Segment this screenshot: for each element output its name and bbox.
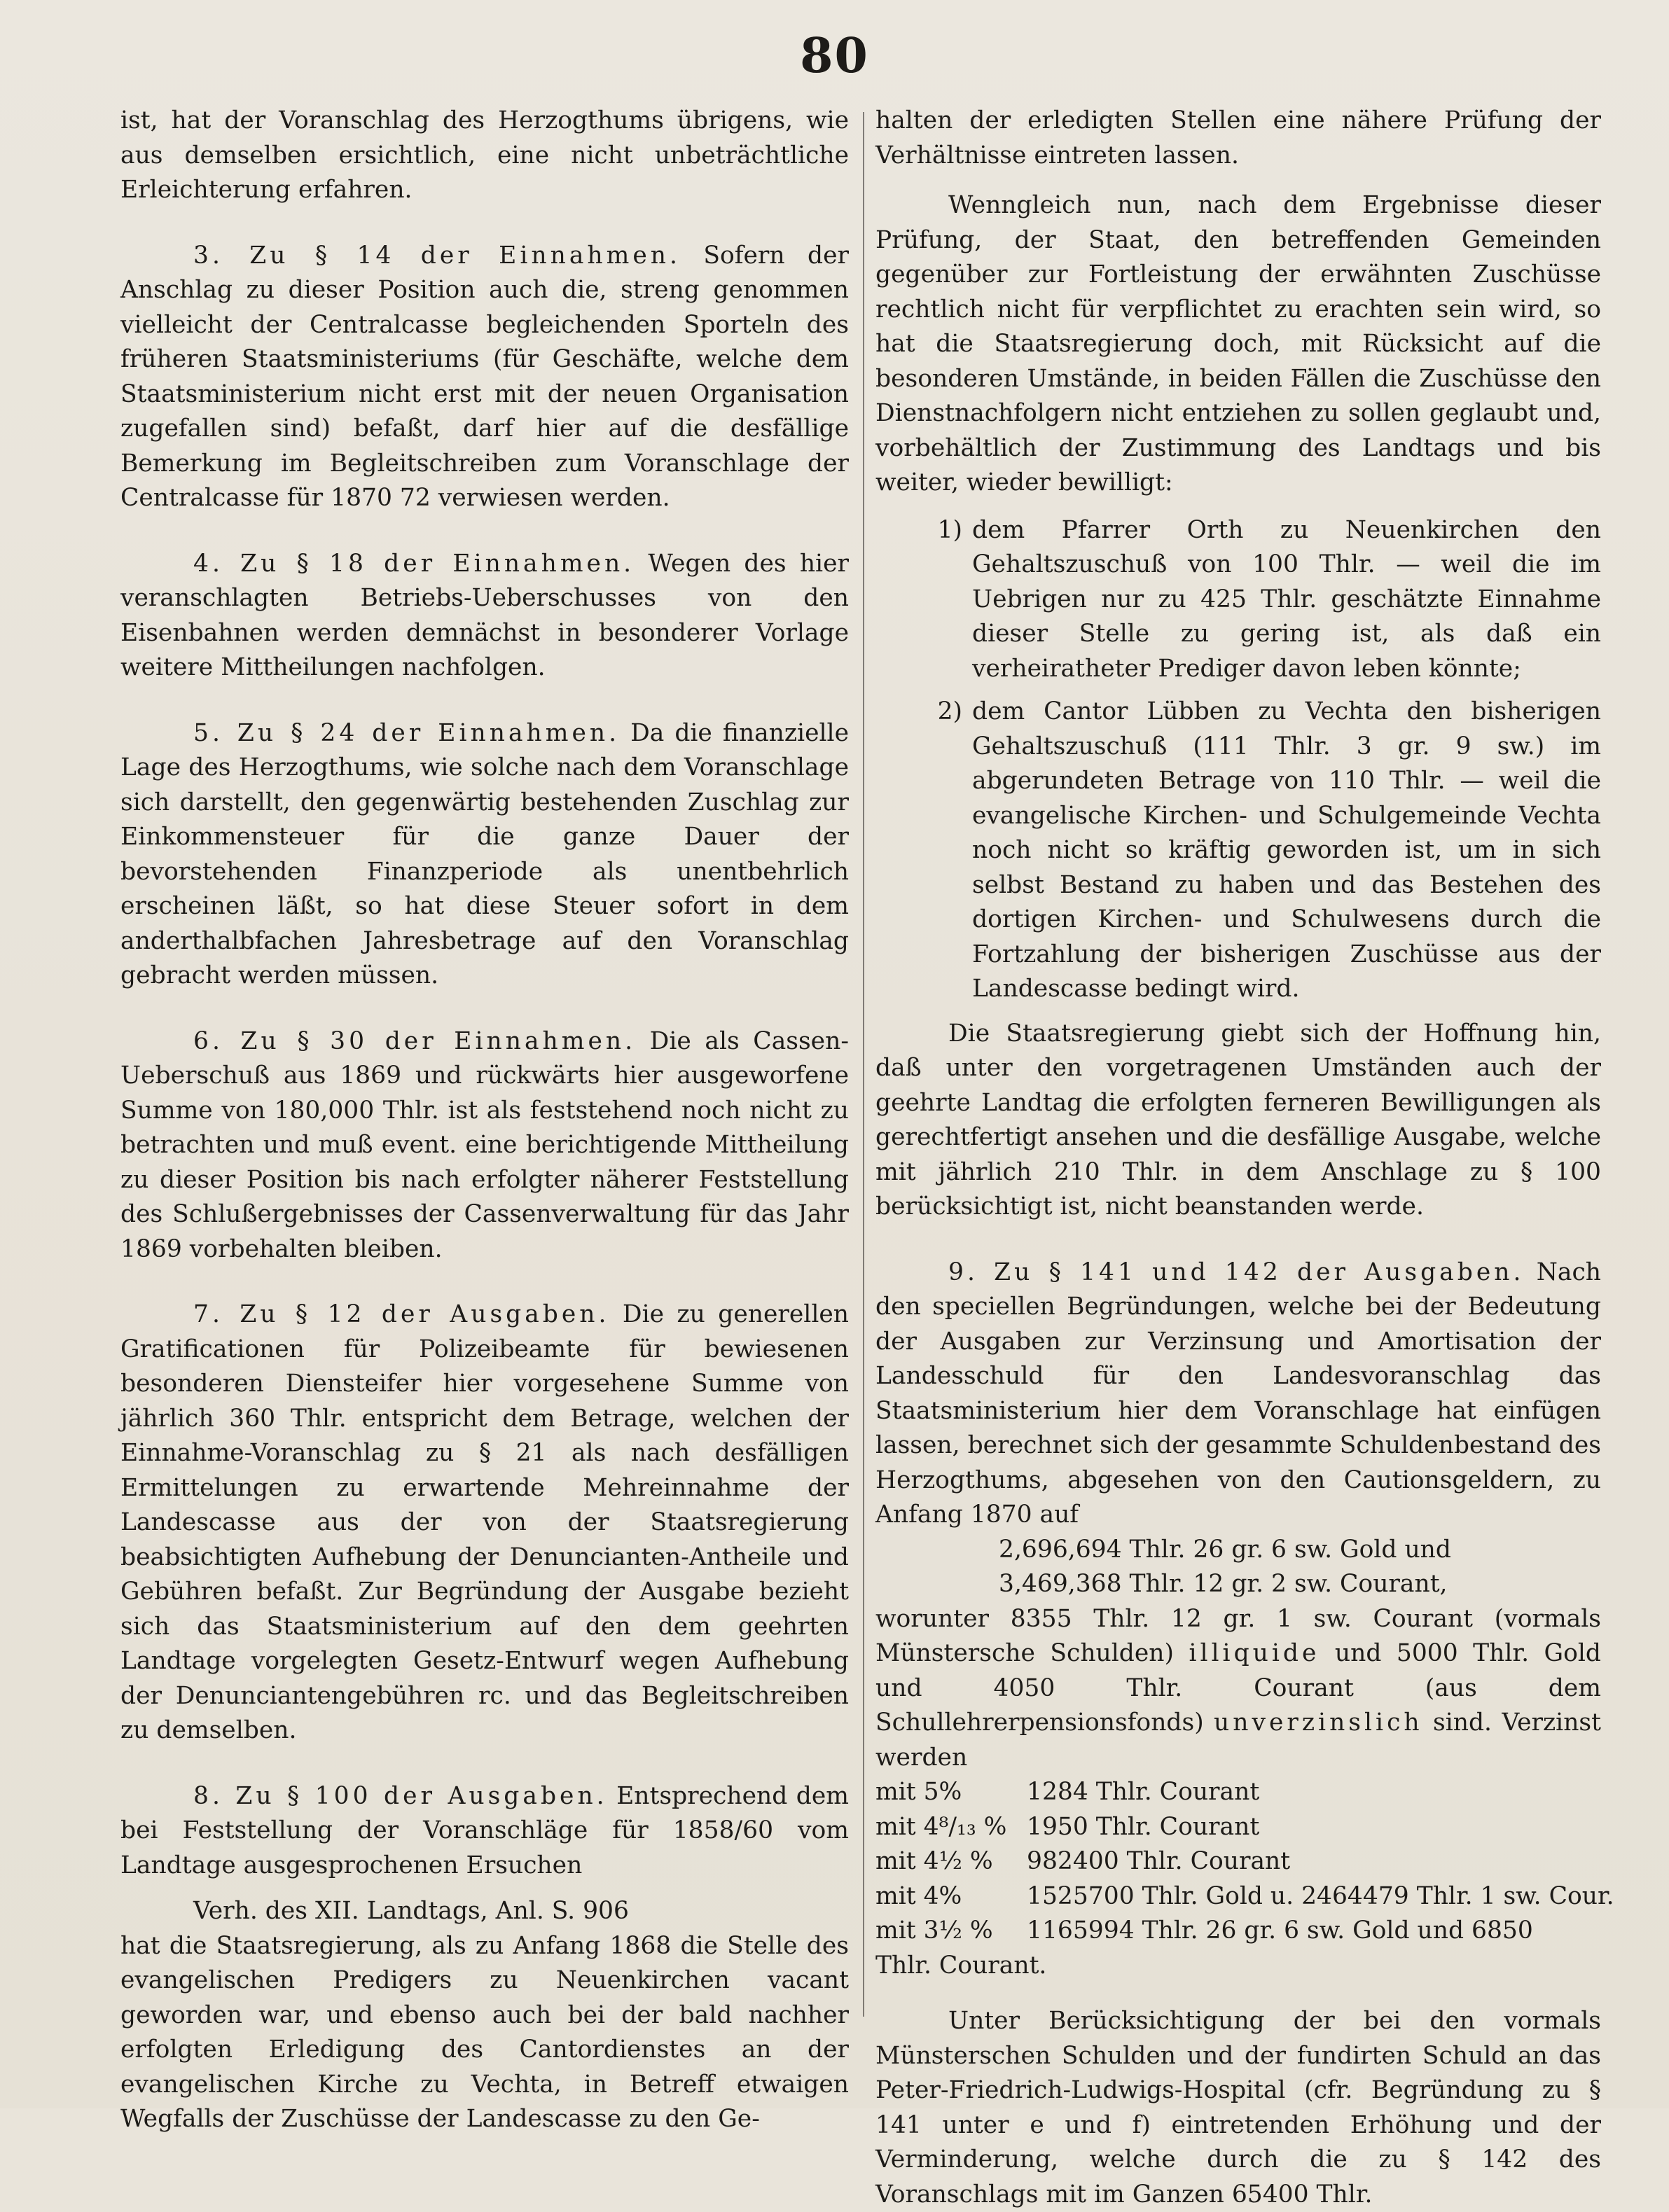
section-9-text: Nach den speciellen Begründungen, welche bei der Bedeutung der Ausgaben zur Verzinsung und Amortisation der Landesschuld für den Landesvoranschlag das Staatsministerium hier dem Voranschlage hat einfügen lassen, berechnet sich der gesammte Schuldenbestand des Herzogthums, abgesehen von den Cautionsgeldern, zu Anfang 1870 auf (875, 1258, 1601, 1529)
interest-table (875, 1775, 1614, 1983)
section-3 (120, 239, 849, 516)
section-8 (120, 1779, 849, 1884)
section-3-heading: 3. Zu § 14 der Einnahmen. (193, 241, 681, 270)
section-6 (120, 1024, 849, 1267)
list-item-2-number: 2) (937, 697, 962, 725)
section-7 (120, 1298, 849, 1748)
section-5-text: Da die finanzielle Lage des Herzogthums, wie solche nach dem Voranschlage sich darstellt, den gegenwärtig bestehenden Zuschlag zur Einkommensteuer für die ganze Dauer der bevorstehenden Finanzperiode als unentbehrlich erscheinen läßt, so hat diese Steuer sofort in dem anderthalbfachen Jahresbetrage auf den Voranschlag gebracht werden müssen. (120, 718, 849, 989)
section-5-heading: 5. Zu § 24 der Einnahmen. (193, 718, 621, 747)
interest-row (875, 1775, 1601, 1810)
section-4-text: Wegen des hier veranschlagten Betriebs-Ueberschusses von den Eisenbahnen werden demnächst in besonderer Vorlage weitere Mittheilungen nachfolgen. (120, 549, 849, 681)
section-8-heading: 8. Zu § 100 der Ausgaben. (193, 1781, 608, 1810)
list-item-2 (875, 695, 1601, 1007)
unverzinslich-term: unverzinslich (1214, 1709, 1423, 1737)
interest-amount: 1165994 Thlr. 26 gr. 6 sw. Gold und 6850 (1027, 1917, 1533, 1945)
paragraph-unter: Unter Berücksichtigung der bei den vormals Münsterschen Schulden und der fundirten Schuld an das Peter-Friedrich-Ludwigs-Hospital (cfr. Begründung zu § 141 unter e und f) eintretenden Erhöhung und der Verminderung, welche durch die zu § 142 des Voranschlags mit im Ganzen 65400 Thlr. (875, 2007, 1601, 2208)
amount-courant: 3,469,368 Thlr. 12 gr. 2 sw. Courant, (999, 1570, 1448, 1598)
interest-rate: mit 4% (875, 1881, 962, 1910)
section-6-text: Die als Cassen-Ueberschuß aus 1869 und rückwärts hier ausgeworfene Summe von 180,000 Thlr. ist als feststehend noch nicht zu betrachten und muß event. eine berichtigende Mittheilung zu dieser Position bis nach erfolgter näherer Feststellung des Schlußergebnisses der Cassenverwaltung für das Jahr 1869 vorbehalten bleiben. (120, 1027, 849, 1263)
section-7-heading: 7. Zu § 12 der Ausgaben. (193, 1300, 610, 1328)
paragraph-continuation: halten der erledigten Stellen eine nähere Prüfung der Verhältnisse eintreten lassen. (875, 106, 1601, 169)
list-item-2-text: dem Cantor Lübben zu Vechta den bisherigen Gehaltszuschuß (111 Thlr. 3 gr. 9 sw.) im abgerundeten Betrage von 110 Thlr. — weil die evangelische Kirchen- und Schulgemeinde Vechta noch nicht so kräftig geworden ist, um in sich selbst Bestand zu haben und das Bestehen des dortigen Kirchen- und Schulwesens durch die Fortzahlung der bisherigen Zuschüsse aus der Landescasse bedingt wird. (972, 697, 1601, 1003)
section-9-continuation (875, 1602, 1601, 1776)
section-7-text: Die zu generellen Gratificationen für Polizeibeamte für bewiesenen besonderen Diensteifer hier vorgesehene Summe von jährlich 360 Thlr. entspricht dem Betrage, welchen der Einnahme-Voranschlag zu § 21 als nach desfälligen Ermittelungen zu erwartende Mehreinnahme der Landescasse aus der von der Staatsregierung beabsichtigten Aufhebung der Denuncianten-Antheile und Gebühren befaßt. Zur Begründung der Ausgabe bezieht sich das Staatsministerium auf den dem geehrten Landtage vorgelegten Gesetz-Entwurf wegen Aufhebung der Denunciantengebühren rc. und das Begleitschreiben zu demselben. (120, 1300, 850, 1744)
amount-gold: 2,696,694 Thlr. 26 gr. 6 sw. Gold und (999, 1535, 1451, 1564)
interest-rate: mit 4½ % (875, 1847, 993, 1875)
paragraph-hoffnung: Die Staatsregierung giebt sich der Hoffnung hin, daß unter den vorgetragenen Umständen auch der geehrte Landtag die erfolgten ferneren Bewilligungen als gerechtfertigt ansehen und die desfällige Ausgabe, welche mit jährlich 210 Thlr. in dem Anschlage zu § 100 berücksichtigt ist, nicht beanstanden werde. (875, 1019, 1601, 1220)
list-item-1 (875, 513, 1601, 687)
column-divider (863, 112, 864, 2017)
section-8-continuation: hat die Staatsregierung, als zu Anfang 1868 die Stelle des evangelischen Predigers zu Neuenkirchen vacant geworden war, und ebenso auch bei der bald nachher erfolgten Erledigung des Cantordienstes an der evangelischen Kirche zu Vechta, in Betreff etwaigen Wegfalls der Zuschüsse der Landescasse zu den Ge- (120, 1931, 849, 2133)
interest-rate: mit 5% (875, 1778, 962, 1806)
section-8-text: Entsprechend dem bei Feststellung der Voranschläge für 1858/60 vom Landtage ausgesprochenen Ersuchen (120, 1781, 849, 1879)
interest-rate: mit 4⁸/₁₃ % (875, 1812, 1007, 1841)
interest-row (875, 1879, 1614, 1914)
paragraph-wenngleich: Wenngleich nun, nach dem Ergebnisse dieser Prüfung, der Staat, den betreffenden Gemeinden gegenüber zur Fortleistung der erwähnten Zuschüsse rechtlich nicht für verpflichtet zu erachten sein wird, so hat die Staatsregierung doch, mit Rücksicht auf die besonderen Umstände, in beiden Fällen die Zuschüsse den Dienstnachfolgern nicht entziehen zu sollen geglaubt und, vorbehältlich der Zustimmung des Landtags und bis weiter, wieder bewilligt: (875, 191, 1601, 496)
interest-amount: 1525700 Thlr. Gold u. 2464479 Thlr. 1 sw. Cour. (1027, 1881, 1614, 1910)
list-item-1-text: dem Pfarrer Orth zu Neuenkirchen den Gehaltszuschuß von 100 Thlr. — weil die im Uebrigen nur zu 425 Thlr. geschätzte Einnahme dieser Stelle zu gering ist, als daß ein verheiratheter Prediger davon leben könnte; (972, 515, 1601, 683)
section-9-cont-b: und 5000 Thlr. Gold und 4050 Thlr. Courant (aus dem Schullehrerpensionsfonds) (875, 1639, 1602, 1737)
section-9-cont-c: sind. Verzinst werden (875, 1709, 1602, 1772)
illiquide-term: illiquide (1189, 1639, 1320, 1667)
paragraph-intro: ist, hat der Voranschlag des Herzogthums übrigens, wie aus demselben ersichtlich, eine nicht unbeträchtliche Erleichterung erfahren. (120, 106, 849, 204)
section-4-heading: 4. Zu § 18 der Einnahmen. (193, 549, 635, 578)
interest-amount: 982400 Thlr. Courant (1027, 1847, 1291, 1875)
interest-tail: Thlr. Courant. (875, 1951, 1047, 1980)
section-8-reference: Verh. des XII. Landtags, Anl. S. 906 (193, 1897, 629, 1925)
interest-rate: mit 3½ % (875, 1917, 993, 1945)
right-column (875, 104, 1614, 2212)
section-3-text: Sofern der Anschlag zu dieser Position auch die, streng genommen vielleicht der Centralcasse begleichenden Sporteln des früheren Staatsministeriums (für Geschäfte, welche dem Staatsministerium nicht erst mit der neuen Organisation zugefallen sind) befaßt, darf hier auf die desfällige Bemerkung im Begleitschreiben zum Voranschlage der Centralcasse für 1870 72 verwiesen werden. (120, 241, 850, 512)
interest-amount: 1284 Thlr. Courant (1027, 1778, 1260, 1806)
section-5 (120, 716, 849, 994)
interest-amount: 1950 Thlr. Courant (1027, 1812, 1260, 1841)
left-column (120, 104, 849, 2137)
list-item-1-number: 1) (937, 515, 962, 544)
section-9 (875, 1255, 1601, 1533)
section-9-cont-a: worunter 8355 Thlr. 12 gr. 1 sw. Courant (vormals Münstersche Schulden) (875, 1604, 1601, 1667)
section-6-heading: 6. Zu § 30 der Einnahmen. (193, 1027, 637, 1055)
section-9-heading: 9. Zu § 141 und 142 der Ausgaben. (948, 1258, 1525, 1286)
section-4 (120, 547, 849, 686)
interest-row (875, 1914, 1601, 1949)
interest-row (875, 1810, 1601, 1845)
page-number: 80 (800, 28, 869, 84)
interest-row (875, 1844, 1601, 1879)
